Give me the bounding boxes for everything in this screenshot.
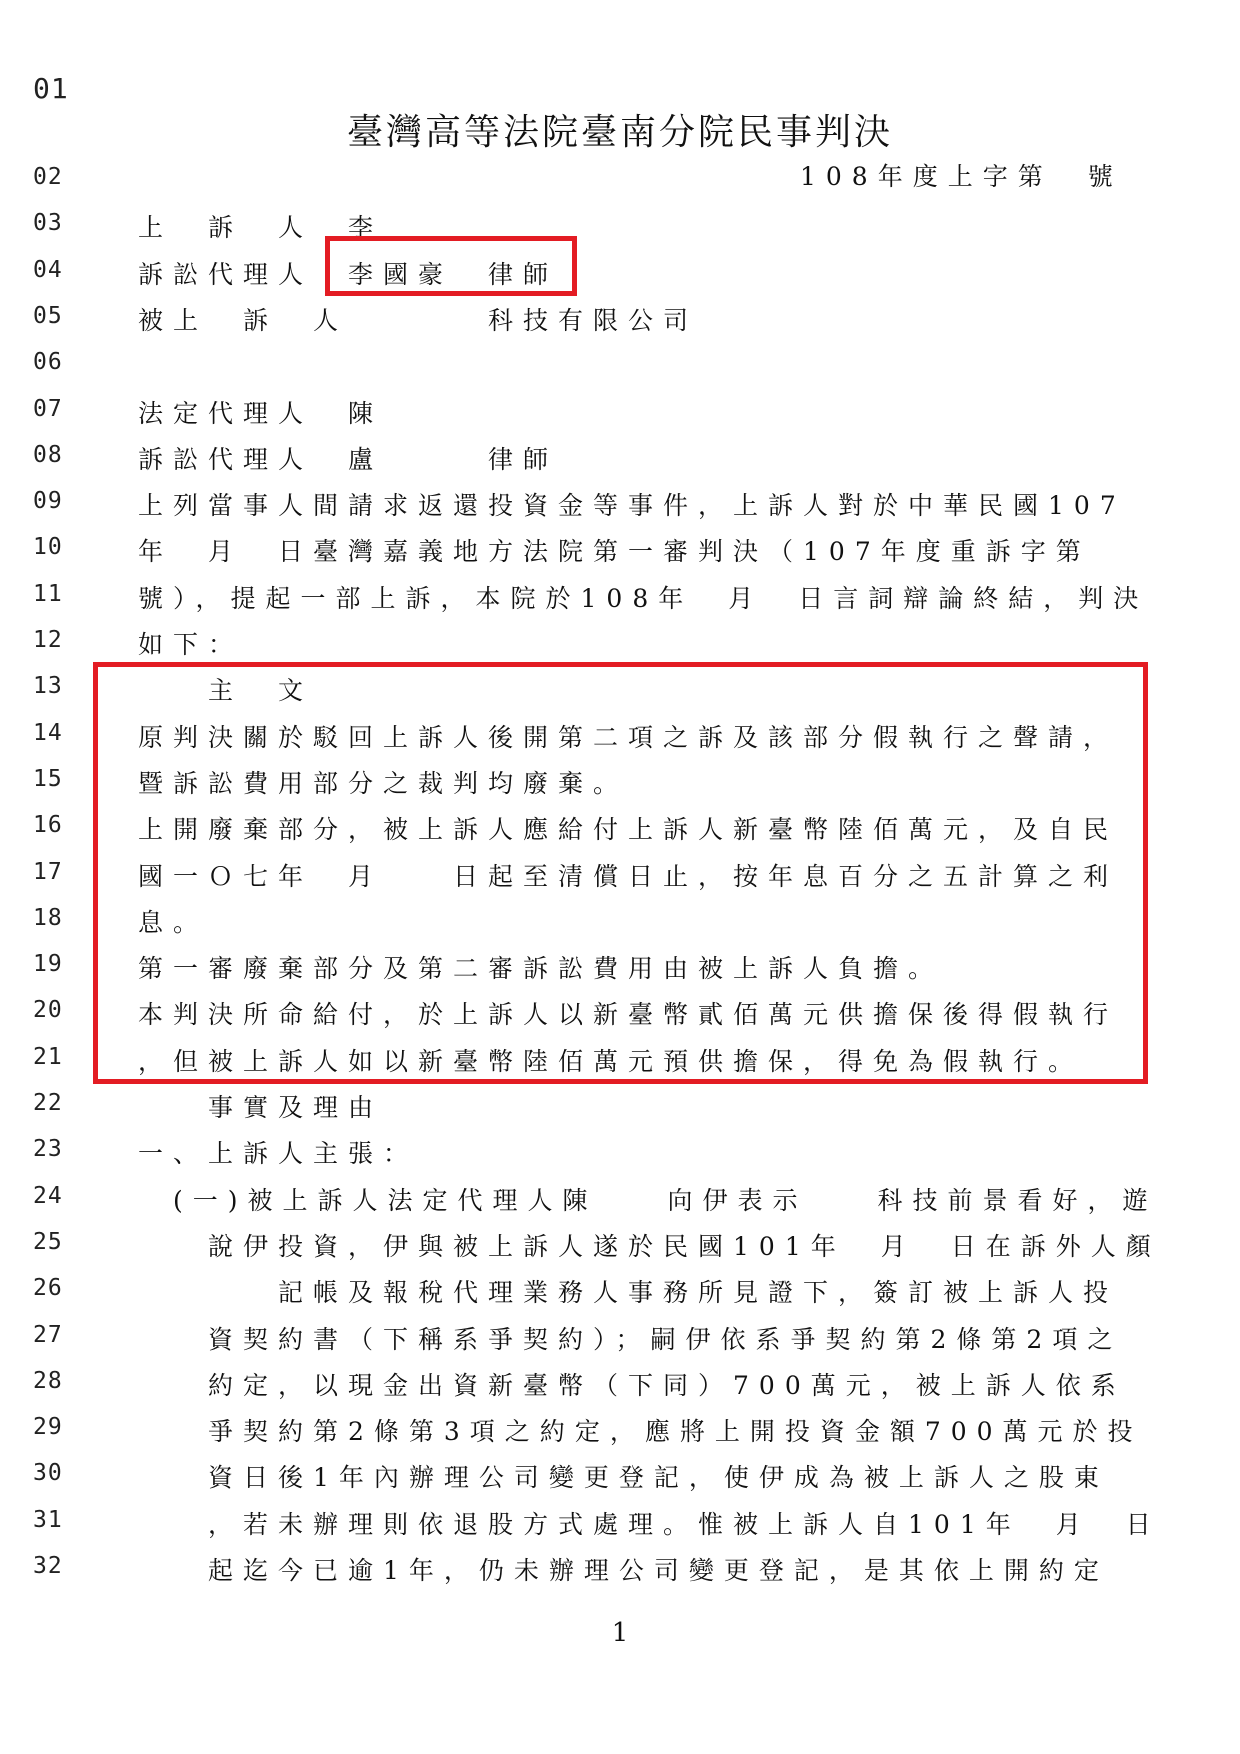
line-number-26: 26 xyxy=(33,1275,63,1301)
line-text-09: 上列當事人間請求返還投資金等事件，上訴人對於中華民國107 xyxy=(138,491,1126,520)
line-text-16: 上開廢棄部分，被上訴人應給付上訴人新臺幣陸佰萬元，及自民 xyxy=(138,815,1119,844)
line-text-10: 年 月 日臺灣嘉義地方法院第一審判決（107年度重訴字第 xyxy=(138,537,1091,566)
line-number-27: 27 xyxy=(33,1322,63,1348)
line-number-23: 23 xyxy=(33,1136,63,1162)
line-text-22: 事實及理由 xyxy=(138,1093,384,1122)
line-number-28: 28 xyxy=(33,1368,63,1394)
line-number-17: 17 xyxy=(33,859,63,885)
line-number-15: 15 xyxy=(33,766,63,792)
line-text-20: 本判決所命給付，於上訴人以新臺幣貳佰萬元供擔保後得假執行 xyxy=(138,1000,1119,1029)
line-text-12: 如下： xyxy=(138,630,244,659)
line-number-09: 09 xyxy=(33,488,63,514)
line-number-16: 16 xyxy=(33,812,63,838)
line-number-10: 10 xyxy=(33,534,63,560)
line-text-23: 一、上訴人主張： xyxy=(138,1139,419,1168)
line-text-11: 號），提起一部上訴，本院於108年 月 日言詞辯論終結，判決 xyxy=(138,584,1149,613)
line-number-14: 14 xyxy=(33,720,63,746)
line-text-24: (一)被上訴人法定代理人陳 向伊表示 科技前景看好，遊 xyxy=(138,1186,1158,1215)
line-text-27: 資契約書（下稱系爭契約）；嗣伊依系爭契約第2條第2項之 xyxy=(138,1325,1123,1354)
line-text-15: 暨訴訟費用部分之裁判均廢棄。 xyxy=(138,769,629,798)
line-number-25: 25 xyxy=(33,1229,63,1255)
line-number-04: 04 xyxy=(33,257,63,283)
line-text-18: 息。 xyxy=(138,908,209,937)
line-number-08: 08 xyxy=(33,442,63,468)
line-number-24: 24 xyxy=(33,1183,63,1209)
page-number: 1 xyxy=(611,1618,629,1648)
line-text-21: ，但被上訴人如以新臺幣陸佰萬元預供擔保，得免為假執行。 xyxy=(138,1047,1084,1076)
line-number-05: 05 xyxy=(33,303,63,329)
line-number-06: 06 xyxy=(33,349,63,375)
line-text-19: 第一審廢棄部分及第二審訴訟費用由被上訴人負擔。 xyxy=(138,954,944,983)
line-text-25: 說伊投資，伊與被上訴人遂於民國101年 月 日在訴外人顏 xyxy=(138,1232,1161,1261)
line-text-07: 法定代理人 陳 xyxy=(138,399,384,428)
line-text-14: 原判決關於駁回上訴人後開第二項之訴及該部分假執行之聲請， xyxy=(138,723,1119,752)
line-number-01: 01 xyxy=(33,72,69,105)
line-text-04: 訴訟代理人 李國豪 律師 xyxy=(138,260,559,289)
line-text-26: 記帳及報稅代理業務人事務所見證下，簽訂被上訴人投 xyxy=(138,1278,1119,1307)
line-text-30: 資日後1年內辦理公司變更登記，使伊成為被上訴人之股東 xyxy=(138,1463,1109,1492)
line-text-31: ，若未辦理則依退股方式處理。惟被上訴人自101年 月 日 xyxy=(138,1510,1161,1539)
line-number-22: 22 xyxy=(33,1090,63,1116)
line-text-28: 約定，以現金出資新臺幣（下同）700萬元，被上訴人依系 xyxy=(138,1371,1126,1400)
case-number: 108年度上字第 號 xyxy=(800,162,1123,191)
line-number-12: 12 xyxy=(33,627,63,653)
line-text-17: 國一Ｏ七年 月 日起至清償日止，按年息百分之五計算之利 xyxy=(138,862,1119,891)
line-number-31: 31 xyxy=(33,1507,63,1533)
line-number-11: 11 xyxy=(33,581,63,607)
line-number-03: 03 xyxy=(33,210,63,236)
line-number-18: 18 xyxy=(33,905,63,931)
line-number-29: 29 xyxy=(33,1414,63,1440)
line-text-03: 上 訴 人 李 xyxy=(138,213,384,242)
line-number-30: 30 xyxy=(33,1460,63,1486)
document-title: 臺灣高等法院臺南分院民事判決 xyxy=(346,112,893,153)
line-number-13: 13 xyxy=(33,673,63,699)
line-text-13: 主 文 xyxy=(138,676,314,705)
line-number-21: 21 xyxy=(33,1044,63,1070)
main-text-highlight-box xyxy=(93,662,1148,1084)
line-number-02: 02 xyxy=(33,164,63,190)
line-number-19: 19 xyxy=(33,951,63,977)
line-text-08: 訴訟代理人 盧 律師 xyxy=(138,445,559,474)
line-text-32: 起迄今已逾1年，仍未辦理公司變更登記，是其依上開約定 xyxy=(138,1556,1109,1585)
line-number-07: 07 xyxy=(33,396,63,422)
line-number-32: 32 xyxy=(33,1553,63,1579)
line-number-20: 20 xyxy=(33,997,63,1023)
line-text-05: 被上 訴 人 科技有限公司 xyxy=(138,306,699,335)
line-text-29: 爭契約第2條第3項之約定，應將上開投資金額700萬元於投 xyxy=(138,1417,1143,1446)
attorney-highlight-box xyxy=(325,236,577,296)
